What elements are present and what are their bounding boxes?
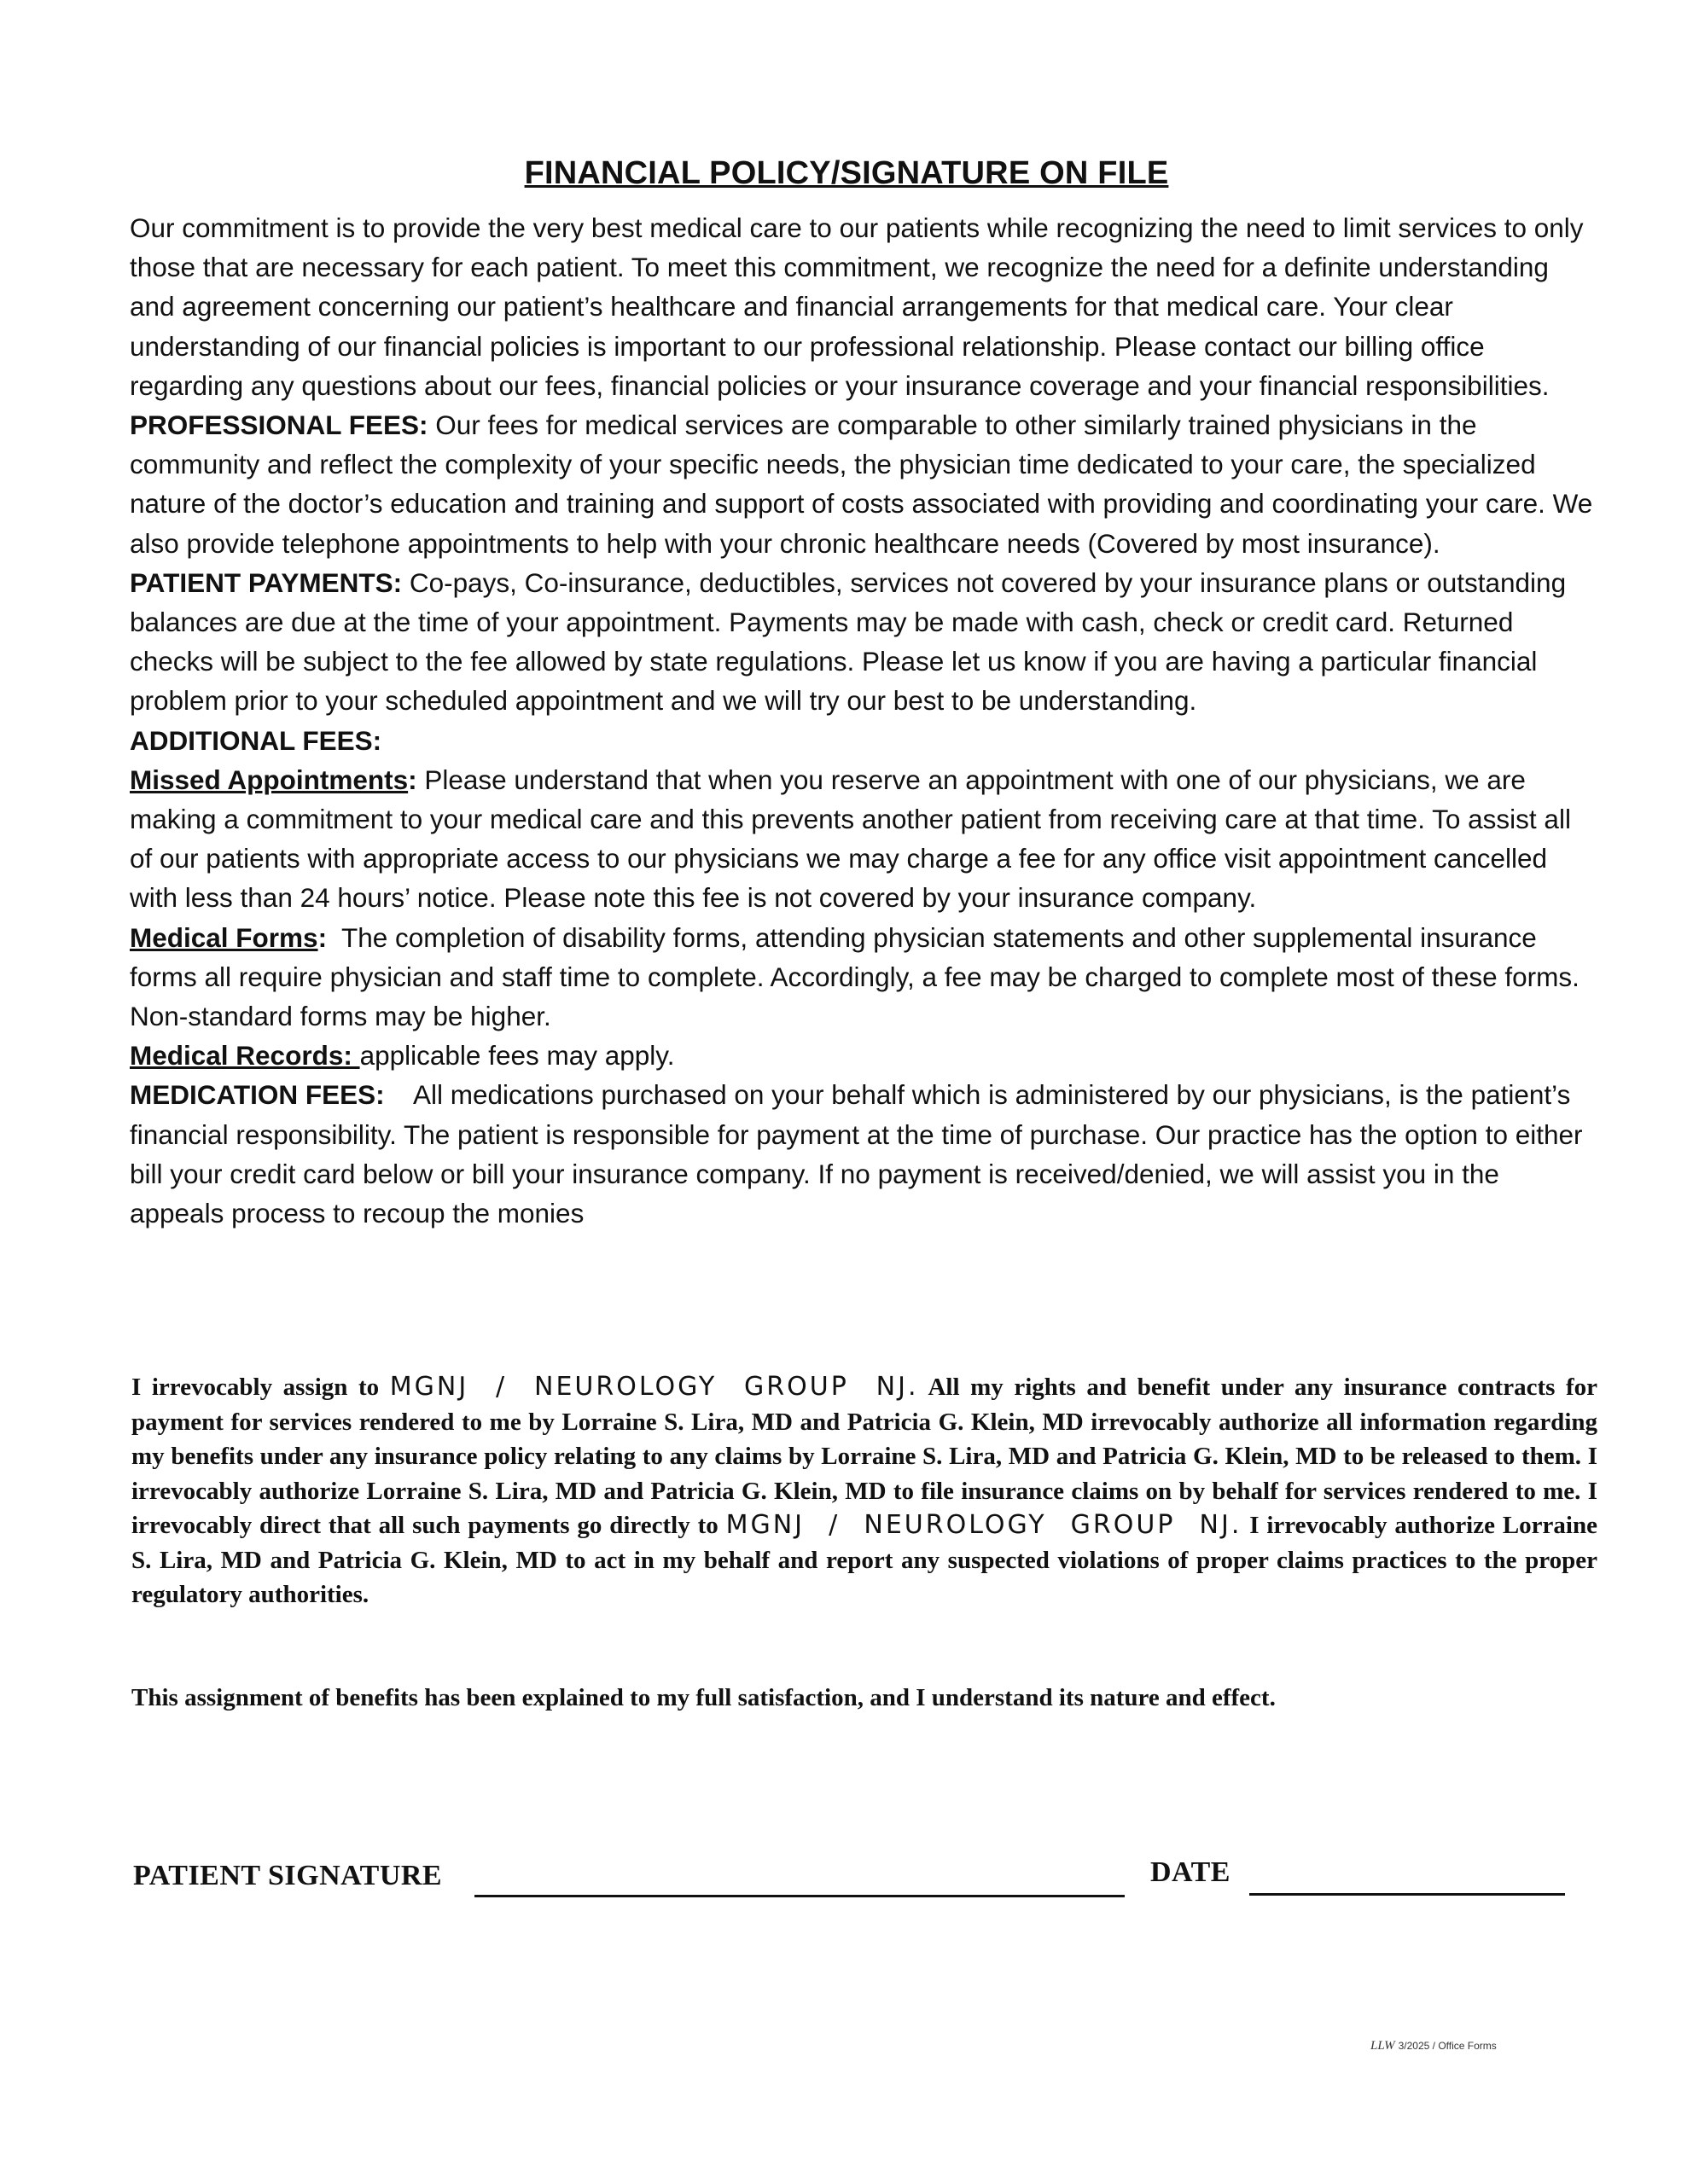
patient-signature-label: PATIENT SIGNATURE (133, 1860, 443, 1891)
professional-fees-section (130, 405, 1597, 563)
assignment-explanation: This assignment of benefits has been explained to my full satisfaction, and I understand its nature and effect. (131, 1684, 1276, 1711)
organization-name: MGNJ / NEUROLOGY GROUP NJ. (725, 1510, 1242, 1540)
assignment-part-1: I irrevocably assign to (131, 1374, 390, 1401)
intro-paragraph: Our commitment is to provide the very best medical care to our patients while recognizing the need to limit services to only those that are necessary for each patient. To meet this commitment, we recognize the need for a definite understanding and agreement concerning our patient’s healthcare and financial arrangements for that medical care. Your clear understanding of our financial policies is important to our professional relationship. Please contact our billing office regarding any questions about our fees, financial policies or your insurance coverage and your financial responsibilities. (130, 212, 1584, 401)
patient-payments-label: PATIENT PAYMENTS: (130, 566, 403, 598)
missed-appointments-label: Missed Appointments (130, 764, 409, 795)
missed-appointments-colon: : (408, 764, 417, 795)
medical-records-text: applicable fees may apply. (359, 1040, 675, 1072)
footer-initials: LLW (1370, 2039, 1395, 2053)
missed-appointments-section (130, 760, 1597, 918)
medication-fees-section (130, 1075, 1597, 1233)
medical-forms-colon: : (317, 921, 328, 953)
organization-name: MGNJ / NEUROLOGY GROUP NJ. (389, 1372, 919, 1402)
medical-forms-label: Medical Forms (130, 921, 318, 953)
medical-forms-text: The completion of disability forms, attending physician statements and other supplemental insurance forms all require physician and staff time to complete. Accordingly, a fee may be charged to complete most of these forms. Non-standard forms may be higher. (130, 921, 1587, 1032)
patient-signature-field[interactable] (474, 1895, 1125, 1897)
document-title: FINANCIAL POLICY/SIGNATURE ON FILE (524, 155, 1169, 191)
assignment-part-3: I irrevocably authorize Lorraine S. Lira, MD and Patricia G. Klein, MD to act in my behalf and report any suspected violations of proper claims practices to the proper regulatory authorities. (131, 1512, 1597, 1608)
date-field[interactable] (1249, 1893, 1565, 1896)
medical-records-section (130, 1036, 1597, 1075)
professional-fees-text: Our fees for medical services are comparable to other similarly trained physicians in the community and reflect the complexity of your specific needs, the physician time dedicated to your care, the specialized nature of the doctor’s education and training and support of costs associated with providing and coordinating your care. We also provide telephone appointments to help with your chronic healthcare needs (Covered by most insurance). (130, 410, 1593, 559)
patient-payments-text: Co-pays, Co-insurance, deductibles, services not covered by your insurance plans or outstanding balances are due at the time of your appointment. Payments may be made with cash, check or credit card. Returned checks will be subject to the fee allowed by state regulations. Please let us know if you are having a particular financial problem prior to your scheduled appointment and we will try our best to be understanding. (130, 566, 1567, 717)
assignment-of-benefits (131, 1370, 1597, 1612)
medication-fees-text: All medications purchased on your behalf which is administered by our physicians, is the patient’s financial responsibility. The patient is responsible for payment at the time of purchase. Our practice has the option to either bill your credit card below or bill your insurance company. If no payment is received/denied, we will assist you in the appeals process to recoup the monies (130, 1079, 1591, 1229)
additional-fees-heading: ADDITIONAL FEES: (130, 724, 382, 756)
medication-fees-label: MEDICATION FEES: (130, 1079, 385, 1111)
professional-fees-label: PROFESSIONAL FEES: (130, 410, 428, 441)
policy-body (130, 208, 1597, 1233)
date-label: DATE (1150, 1856, 1230, 1888)
medical-records-label: Medical Records: (130, 1040, 360, 1072)
footer-text: 3/2025 / Office Forms (1398, 2040, 1497, 2052)
medical-forms-section (130, 918, 1597, 1037)
form-footer (1370, 2039, 1497, 2053)
missed-appointments-text: Please understand that when you reserve an appointment with one of our physicians, we are making a commitment to your medical care and this prevents another patient from receiving care at that time. To assist all of our patients with appropriate access to our physicians we may charge a fee for any office visit appointment cancelled with less than 24 hours’ notice. Please note this fee is not covered by your insurance company. (130, 764, 1571, 914)
patient-payments-section (130, 563, 1597, 721)
assignment-part-2: All my rights and benefit under any insurance contracts for payment for services rendered to me by Lorraine S. Lira, MD and Patricia G. Klein, MD irrevocably authorize all information regarding my benefits under any insurance policy relating to any claims by Lorraine S. Lira, MD and Patricia G. Klein, MD to be released to them. I irrevocably authorize Lorraine S. Lira, MD and Patricia G. Klein, MD to file insurance claims on by behalf for services rendered to me. I irrevocably direct that all such payments go directly to (131, 1374, 1597, 1539)
